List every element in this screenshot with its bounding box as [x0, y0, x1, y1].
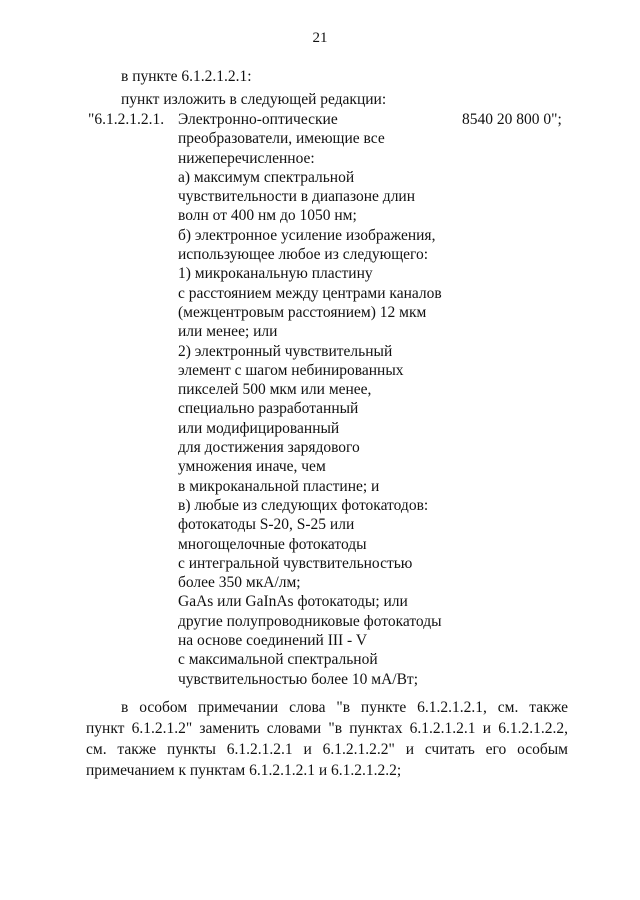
description-line: с интегральной чувствительностью: [178, 554, 413, 572]
page-number: 21: [312, 30, 328, 46]
description-line: другие полупроводниковые фотокатоды: [178, 612, 442, 630]
description-line: GaAs или GaInAs фотокатоды; или: [178, 593, 408, 611]
description-line: 2) электронный чувствительный: [178, 342, 393, 360]
description-line: использующее любое из следующего:: [178, 246, 429, 264]
closing-line: в особом примечании слова "в пункте 6.1.2.1.2.1, см. также: [121, 699, 568, 716]
description-line: с максимальной спектральной: [178, 651, 378, 669]
description-line: на основе соединений III - V: [178, 632, 368, 650]
intro-line-1: в пункте 6.1.2.1.2.1:: [121, 68, 252, 85]
closing-paragraph: [86, 697, 568, 781]
description-line: фотокатоды S-20, S-25 или: [178, 516, 355, 534]
commodity-code: 8540 20 800 0";: [462, 111, 562, 128]
description-line: пикселей 500 мкм или менее,: [178, 381, 372, 399]
description-line: более 350 мкА/лм;: [178, 574, 301, 592]
description-line: преобразователи, имеющие все: [178, 130, 385, 148]
description-line: б) электронное усиление изображения,: [178, 226, 436, 244]
description-line: для достижения зарядового: [178, 439, 360, 457]
closing-line: см. также пункты 6.1.2.1.2.1 и 6.1.2.1.2.2" и считать его особым: [86, 741, 568, 758]
description-line: волн от 400 нм до 1050 нм;: [178, 207, 357, 225]
description-line: специально разработанный: [178, 400, 359, 418]
description-line: (межцентровым расстоянием) 12 мкм: [178, 303, 427, 321]
item-number: "6.1.2.1.2.1.: [88, 111, 165, 128]
description-line: многощелочные фотокатоды: [178, 535, 367, 553]
item-description: [178, 110, 468, 689]
description-line: чувствительности в диапазоне длин: [178, 188, 416, 206]
intro-line-2: пункт изложить в следующей редакции:: [121, 91, 387, 108]
description-line: Электронно-оптические: [178, 111, 338, 128]
description-line: или менее; или: [178, 323, 278, 341]
closing-line: пункт 6.1.2.1.2" заменить словами "в пунктах 6.1.2.1.2.1 и 6.1.2.1.2.2,: [86, 720, 568, 737]
description-line: с расстоянием между центрами каналов: [178, 284, 442, 302]
description-line: 1) микроканальную пластину: [178, 265, 373, 283]
description-line: нижеперечисленное:: [178, 149, 315, 167]
description-line: умножения иначе, чем: [178, 458, 326, 476]
description-line: в) любые из следующих фотокатодов:: [178, 496, 429, 514]
description-line: элемент с шагом небинированных: [178, 361, 404, 379]
description-line: в микроканальной пластине; и: [178, 477, 380, 495]
description-line: чувствительностью более 10 мА/Вт;: [178, 670, 419, 688]
description-line: а) максимум спектральной: [178, 168, 355, 186]
closing-line: примечанием к пунктам 6.1.2.1.2.1 и 6.1.2.1.2.2;: [86, 762, 402, 779]
description-line: или модифицированный: [178, 419, 340, 437]
